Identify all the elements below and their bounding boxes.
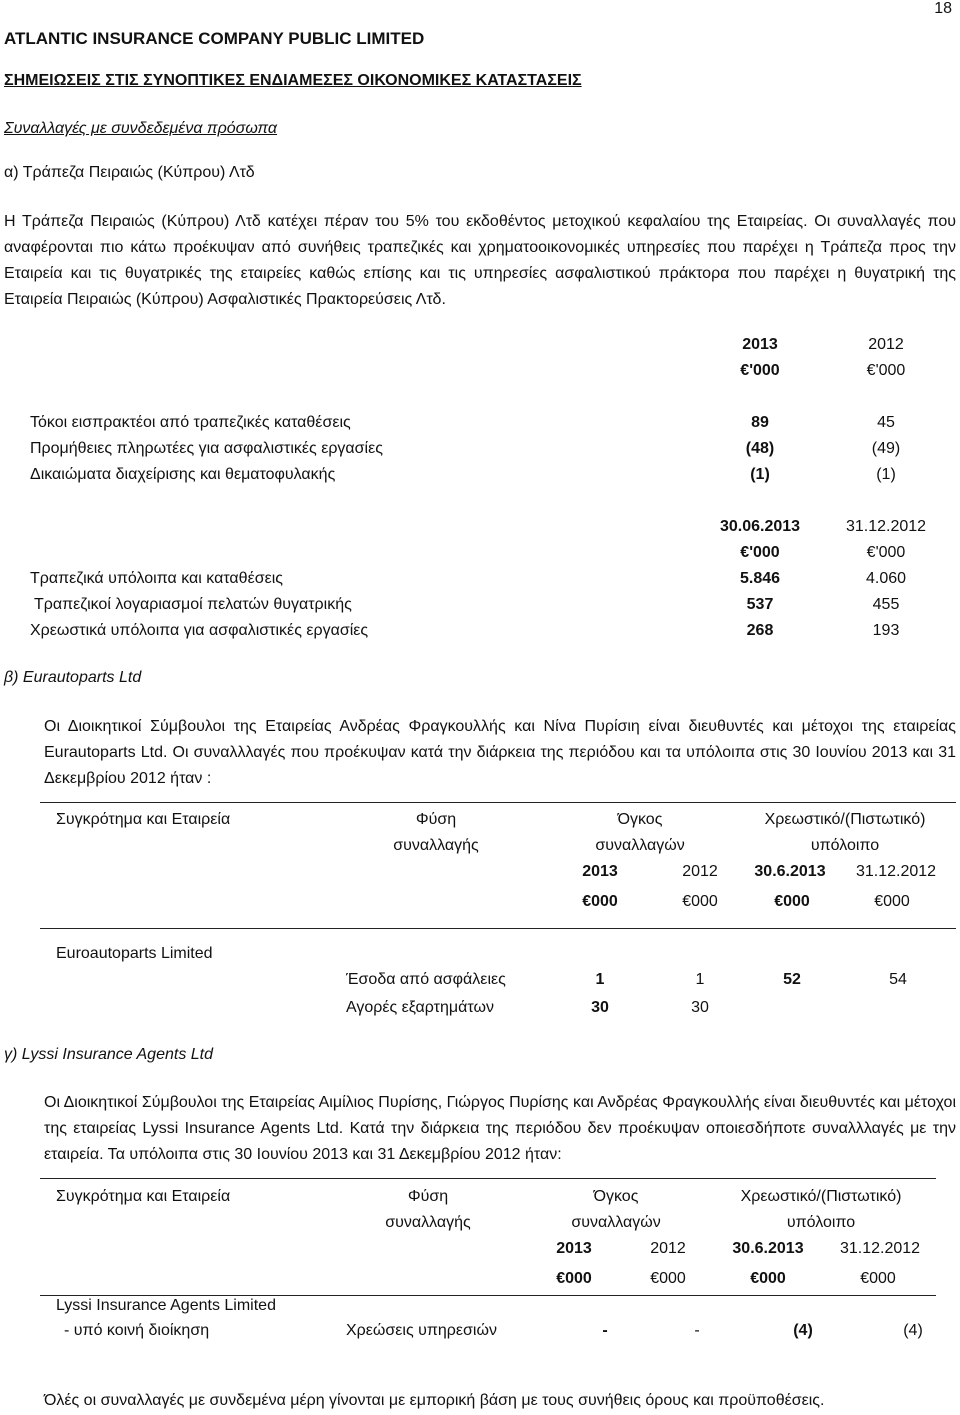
- tc-row-v4: (4): [903, 1322, 923, 1339]
- table-b-top-rule: [40, 802, 956, 803]
- t1-row-v2: (1): [876, 466, 896, 483]
- tb-y1: 2013: [582, 863, 618, 880]
- tc-u3: €000: [750, 1270, 786, 1287]
- tc-row-nature: Χρεώσεις υπηρεσιών: [346, 1322, 497, 1339]
- t2-row-v2: 455: [872, 596, 900, 613]
- tb-y3: 30.6.2013: [754, 863, 826, 880]
- tc-y2: 2012: [650, 1240, 686, 1257]
- section-c-paragraph: Οι Διοικητικοί Σύμβουλοι της Εταιρείας Αιμίλιος Πυρίσης, Γιώργος Πυρίσης και Ανδρέας Φραγκουλλής είναι διευθυντές και μέτοχοι της εταιρείας Lyssi Insurance Agents Ltd. Κατά την διάρκεια της περιόδου δεν προέκυψαν οποιεσδήποτε συναλλλαγές με την εταιρεία. Τα υπόλοιπα στις 30 Ιουνίου 2013 και 31 Δεκεμβρίου 2012 ήταν:: [44, 1094, 956, 1163]
- section-b-heading: β) Eurautoparts Ltd: [4, 669, 142, 686]
- tb-h-nature-1: Φύση: [415, 811, 457, 828]
- t2-col1-header: 30.06.2013: [719, 518, 801, 535]
- t2-row-label: Χρεωστικά υπόλοιπα για ασφαλιστικές εργασίες: [30, 622, 369, 639]
- t2-col2-unit: €'000: [866, 544, 906, 561]
- tb-h-company: Συγκρότημα και Εταιρεία: [56, 811, 231, 828]
- tc-u1: €000: [556, 1270, 592, 1287]
- t2-row-v1: 5.846: [739, 570, 781, 587]
- t1-row-v1: 89: [751, 414, 769, 431]
- tb-row-v2: 30: [691, 999, 709, 1016]
- table-b-mid-rule: [40, 928, 956, 929]
- notes-title: ΣΗΜΕΙΩΣΕΙΣ ΣΤΙΣ ΣΥΝΟΠΤΙΚΕΣ ΕΝΔΙΑΜΕΣΕΣ ΟΙΚΟΝΟΜΙΚΕΣ ΚΑΤΑΣΤΑΣΕΙΣ: [4, 72, 582, 89]
- tb-row-nature: Αγορές εξαρτημάτων: [346, 999, 494, 1016]
- tc-h-nature-2: συναλλαγής: [385, 1214, 471, 1231]
- company-name: ATLANTIC INSURANCE COMPANY PUBLIC LIMITED: [4, 29, 425, 48]
- t2-row-v2: 4.060: [865, 570, 907, 587]
- tc-y4: 31.12.2012: [839, 1240, 921, 1257]
- tc-h-balance-1: Χρεωστικό/(Πιστωτικό): [740, 1188, 902, 1205]
- tb-row-v1: 30: [591, 999, 609, 1016]
- table-c-mid-rule: [40, 1295, 936, 1296]
- tb-u4: €000: [874, 893, 910, 910]
- tc-row-sub: - υπό κοινή διοίκηση: [64, 1322, 210, 1339]
- t1-col1-unit: €'000: [740, 362, 780, 379]
- tc-u2: €000: [650, 1270, 686, 1287]
- tb-h-volume-2: συναλλαγών: [595, 837, 685, 854]
- tc-h-company: Συγκρότημα και Εταιρεία: [56, 1188, 231, 1205]
- tb-y4: 31.12.2012: [855, 863, 937, 880]
- tb-h-balance-2: υπόλοιπο: [810, 837, 880, 854]
- tb-y2: 2012: [682, 863, 718, 880]
- t2-row-v1: 537: [746, 596, 774, 613]
- section-a-paragraph: Η Τράπεζα Πειραιώς (Κύπρου) Λτδ κατέχει πέραν του 5% του εκδοθέντος μετοχικού κεφαλαίου της Εταιρείας. Οι συναλλαγές που αναφέρονται πιο κάτω προέκυψαν από συνήθεις τραπεζικές και χρηματοοικονομικές υπηρεσίες που παρέχει η Τράπεζα προς την Εταιρεία και τις θυγατρικές της εταιρείες καθώς επίσης και τις υπηρεσίες ασφαλιστικού πράκτορα που παρέχει η θυγατρική της Εταιρεία Πειραιώς (Κύπρου) Ασφαλιστικές Πρακτορεύσεις Λτδ.: [4, 213, 956, 308]
- tb-h-volume-1: Όγκος: [617, 811, 663, 828]
- tc-h-volume-1: Όγκος: [593, 1188, 639, 1205]
- t1-col1-header: 2013: [742, 336, 778, 353]
- tc-y1: 2013: [556, 1240, 592, 1257]
- t2-row-v2: 193: [872, 622, 900, 639]
- tb-row-v2: 1: [695, 971, 705, 988]
- section-b-paragraph: Οι Διοικητικοί Σύμβουλοι της Εταιρείας Ανδρέας Φραγκουλλής και Νίνα Πυρίσιη είναι διευθυντές και μέτοχοι της εταιρείας Eurautoparts Ltd. Οι συναλλλαγές που προέκυψαν κατά την διάρκεια της περιόδου και τα υπόλοιπα στις 30 Ιουνίου 2013 και 31 Δεκεμβρίου 2012 ήταν :: [44, 718, 956, 787]
- tb-h-balance-1: Χρεωστικό/(Πιστωτικό): [764, 811, 926, 828]
- t2-col1-unit: €'000: [740, 544, 780, 561]
- tb-u2: €000: [682, 893, 718, 910]
- t2-row-label: Τραπεζικά υπόλοιπα και καταθέσεις: [30, 570, 283, 587]
- section-c-heading: γ) Lyssi Insurance Agents Ltd: [4, 1046, 213, 1063]
- tb-u3: €000: [774, 893, 810, 910]
- tc-row-v2: -: [694, 1322, 700, 1339]
- t1-row-label: Προμήθειες πληρωτέες για ασφαλιστικές εργασίες: [30, 440, 383, 457]
- tc-row-v1: -: [602, 1322, 608, 1339]
- tc-y3: 30.6.2013: [732, 1240, 804, 1257]
- t1-row-v2: 45: [877, 414, 895, 431]
- t2-col2-header: 31.12.2012: [845, 518, 927, 535]
- tb-row-nature: Έσοδα από ασφάλειες: [346, 971, 506, 988]
- section-title: Συναλλαγές με συνδεδεμένα πρόσωπα: [4, 120, 278, 137]
- page-number: 18: [934, 0, 952, 17]
- footer-note: Όλές οι συναλλαγές με συνδεμένα μέρη γίνονται με εμπορική βάση με τους συνήθεις όρους και προϋποθέσεις.: [44, 1392, 825, 1409]
- t1-row-v1: (1): [750, 466, 770, 483]
- t1-row-v2: (49): [871, 440, 901, 457]
- tb-row-v4: 54: [889, 971, 907, 988]
- tb-u1: €000: [582, 893, 618, 910]
- tc-entity: Lyssi Insurance Agents Limited: [56, 1297, 276, 1314]
- t2-row-v1: 268: [746, 622, 774, 639]
- tc-u4: €000: [860, 1270, 896, 1287]
- tc-h-volume-2: συναλλαγών: [571, 1214, 661, 1231]
- t1-row-label: Δικαιώματα διαχείρισης και θεματοφυλακής: [30, 466, 336, 483]
- t1-row-label: Τόκοι εισπρακτέοι από τραπεζικές καταθέσεις: [30, 414, 351, 431]
- tb-entity: Euroautoparts Limited: [56, 945, 213, 962]
- t1-col2-header: 2012: [868, 336, 904, 353]
- t1-row-v1: (48): [745, 440, 775, 457]
- t1-col2-unit: €'000: [866, 362, 906, 379]
- t2-row-label: Τραπεζικοί λογαριασμοί πελατών θυγατρικής: [34, 596, 352, 613]
- tc-h-balance-2: υπόλοιπο: [786, 1214, 856, 1231]
- tc-row-v3: (4): [793, 1322, 813, 1339]
- tb-row-v3: 52: [783, 971, 801, 988]
- section-a-heading: α) Τράπεζα Πειραιώς (Κύπρου) Λτδ: [4, 164, 255, 181]
- tb-row-v1: 1: [595, 971, 605, 988]
- tb-h-nature-2: συναλλαγής: [393, 837, 479, 854]
- table-c-top-rule: [40, 1178, 936, 1179]
- tc-h-nature-1: Φύση: [407, 1188, 449, 1205]
